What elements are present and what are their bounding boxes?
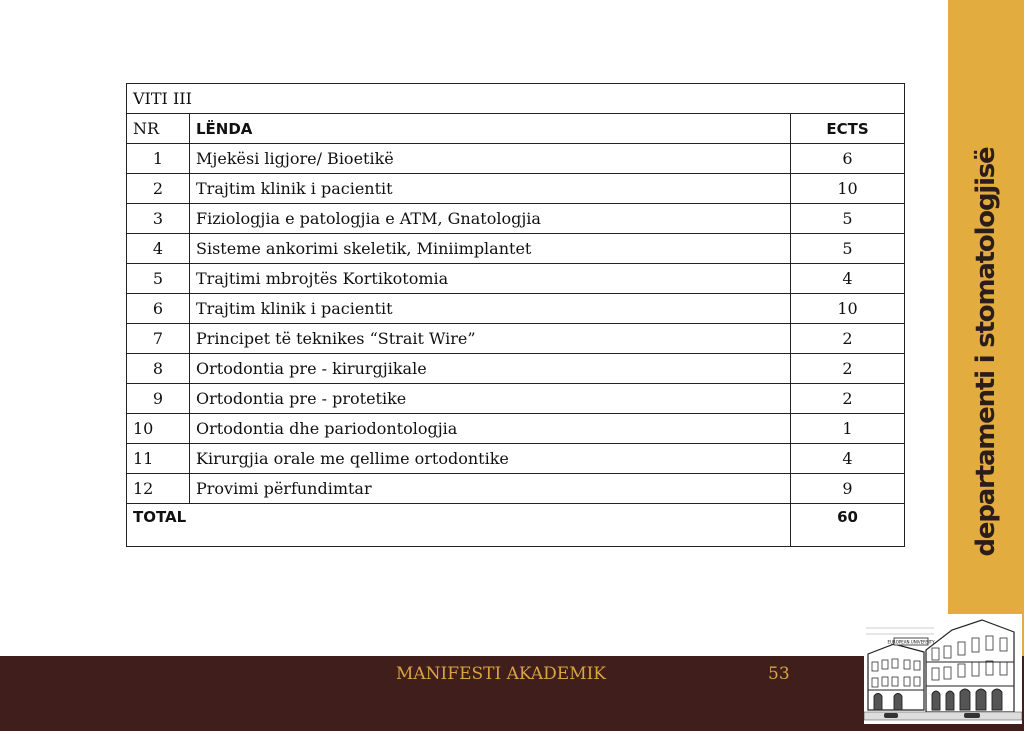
row-subject: Ortodontia pre - kirurgjikale bbox=[190, 354, 791, 384]
table-row bbox=[127, 324, 905, 354]
row-nr: 11 bbox=[127, 444, 190, 474]
table-row bbox=[127, 204, 905, 234]
building-illustration bbox=[864, 614, 1022, 724]
section-row bbox=[127, 84, 905, 114]
row-subject: Trajtim klinik i pacientit bbox=[190, 174, 791, 204]
university-building-logo bbox=[864, 614, 1022, 724]
row-ects: 5 bbox=[791, 234, 905, 264]
table-row bbox=[127, 414, 905, 444]
row-subject: Principet të teknikes “Strait Wire” bbox=[190, 324, 791, 354]
row-ects: 10 bbox=[791, 174, 905, 204]
total-row bbox=[127, 504, 905, 547]
table-row bbox=[127, 354, 905, 384]
row-subject: Kirurgjia orale me qellime ortodontike bbox=[190, 444, 791, 474]
table-row bbox=[127, 174, 905, 204]
header-ects: ECTS bbox=[791, 114, 905, 144]
row-nr: 5 bbox=[127, 264, 190, 294]
row-ects: 2 bbox=[791, 324, 905, 354]
header-subject: LËNDA bbox=[190, 114, 791, 144]
row-subject: Sisteme ankorimi skeletik, Miniimplantet bbox=[190, 234, 791, 264]
row-nr: 4 bbox=[127, 234, 190, 264]
building-sign-text: EUROPEAN UNIVERSITY bbox=[887, 639, 935, 645]
row-subject: Mjekësi ligjore/ Bioetikë bbox=[190, 144, 791, 174]
row-nr: 1 bbox=[127, 144, 190, 174]
table-row bbox=[127, 264, 905, 294]
row-nr: 8 bbox=[127, 354, 190, 384]
table-row bbox=[127, 294, 905, 324]
table-row bbox=[127, 474, 905, 504]
department-label: departamenti i stomatologjisë bbox=[971, 147, 1001, 557]
table-row bbox=[127, 444, 905, 474]
row-nr: 7 bbox=[127, 324, 190, 354]
total-label: TOTAL bbox=[127, 504, 791, 547]
table-row bbox=[127, 384, 905, 414]
row-ects: 6 bbox=[791, 144, 905, 174]
row-subject: Trajtimi mbrojtës Kortikotomia bbox=[190, 264, 791, 294]
curriculum-table bbox=[126, 83, 905, 547]
section-title: VITI III bbox=[127, 84, 905, 114]
page-number: 53 bbox=[768, 664, 790, 684]
row-subject: Trajtim klinik i pacientit bbox=[190, 294, 791, 324]
row-nr: 10 bbox=[127, 414, 190, 444]
row-ects: 10 bbox=[791, 294, 905, 324]
header-row bbox=[127, 114, 905, 144]
row-nr: 2 bbox=[127, 174, 190, 204]
row-nr: 6 bbox=[127, 294, 190, 324]
row-subject: Ortodontia dhe pariodontologjia bbox=[190, 414, 791, 444]
row-ects: 9 bbox=[791, 474, 905, 504]
row-ects: 2 bbox=[791, 354, 905, 384]
row-ects: 5 bbox=[791, 204, 905, 234]
table-row bbox=[127, 144, 905, 174]
table-row bbox=[127, 234, 905, 264]
row-subject: Provimi përfundimtar bbox=[190, 474, 791, 504]
row-subject: Ortodontia pre - protetike bbox=[190, 384, 791, 414]
row-nr: 3 bbox=[127, 204, 190, 234]
total-value: 60 bbox=[791, 504, 905, 547]
row-subject: Fiziologjia e patologjia e ATM, Gnatologjia bbox=[190, 204, 791, 234]
header-nr: NR bbox=[127, 114, 190, 144]
row-ects: 1 bbox=[791, 414, 905, 444]
row-ects: 4 bbox=[791, 444, 905, 474]
row-nr: 12 bbox=[127, 474, 190, 504]
row-ects: 4 bbox=[791, 264, 905, 294]
footer-title: MANIFESTI AKADEMIK bbox=[396, 664, 607, 684]
row-ects: 2 bbox=[791, 384, 905, 414]
row-nr: 9 bbox=[127, 384, 190, 414]
